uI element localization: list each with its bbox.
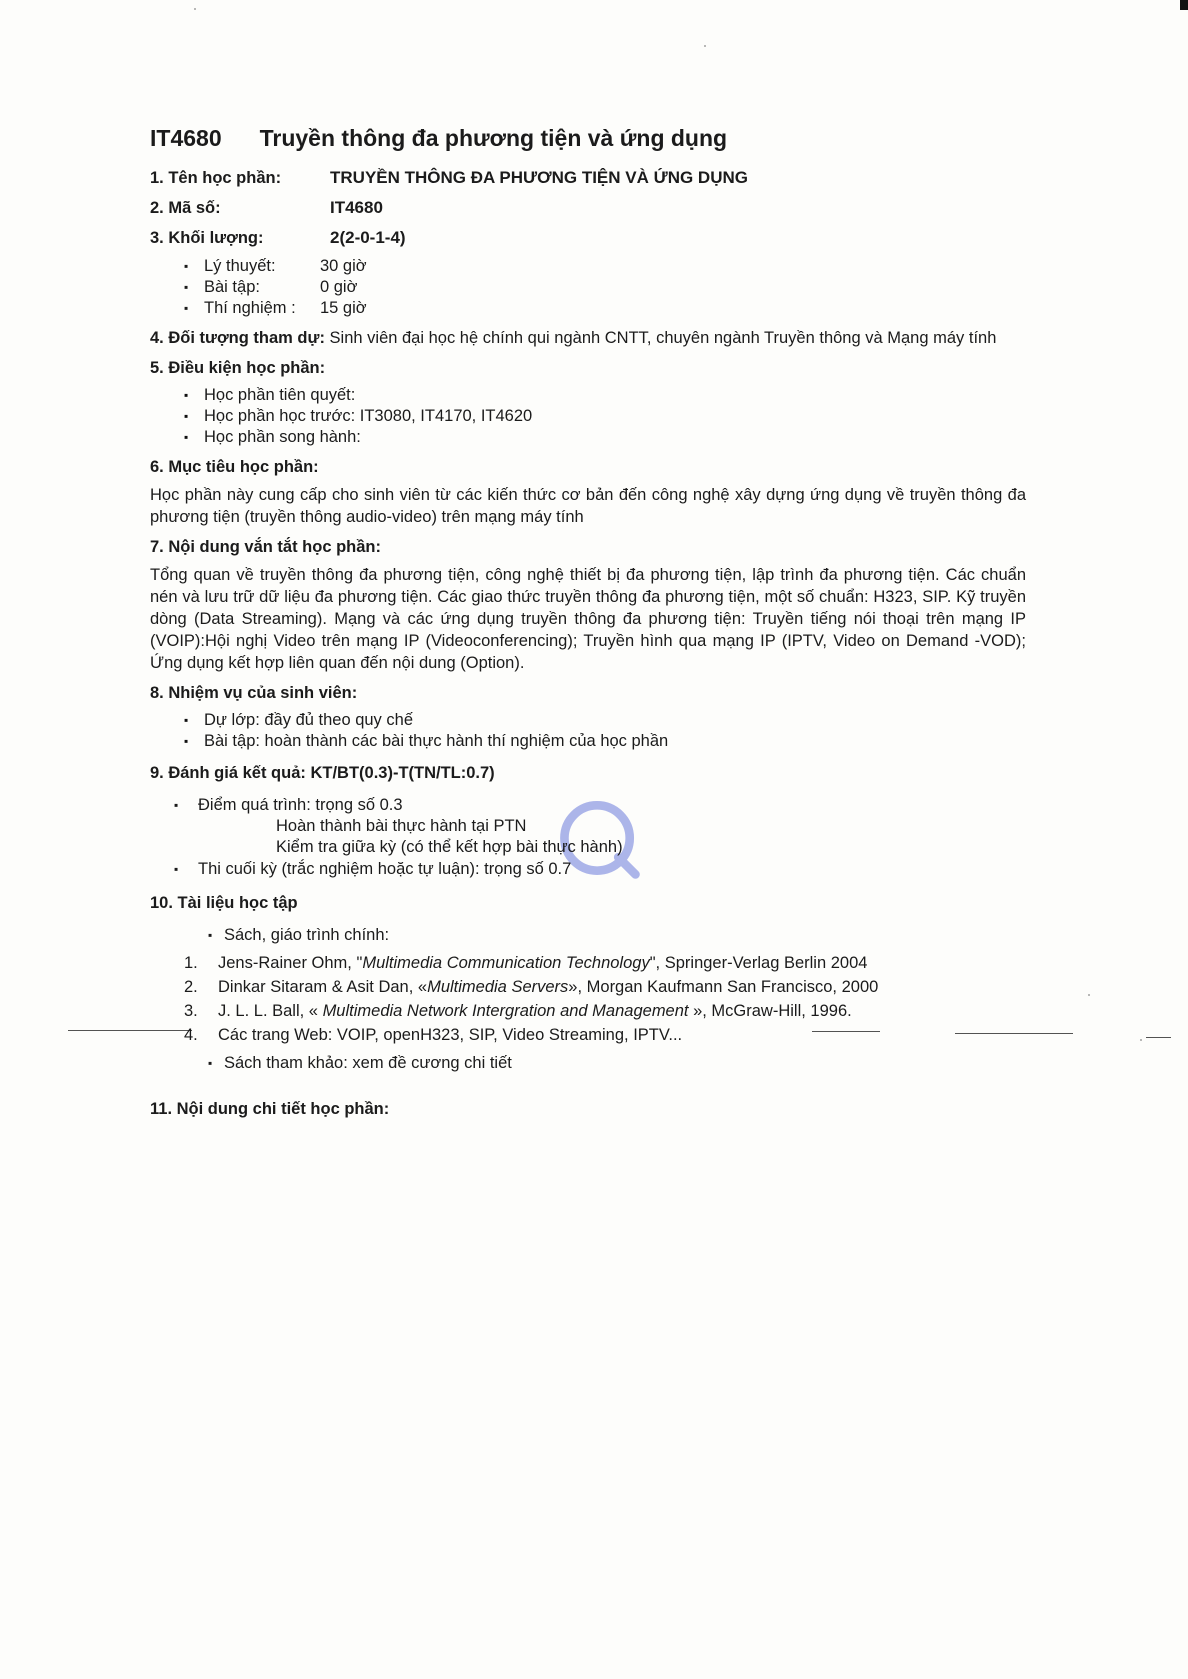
field-course-code: [150, 196, 1026, 220]
assessment-subitem: Hoàn thành bài thực hành tại PTN: [276, 817, 527, 835]
list-item: ▪ Thi cuối kỳ (trắc nghiệm hoặc tự luận): trọng số 0.7: [174, 858, 1026, 880]
hours-item: [184, 298, 1026, 319]
section-assessment: [150, 762, 1026, 880]
hours-value: 15 giờ: [320, 299, 367, 317]
section-text: Sinh viên đại học hệ chính qui ngành CNTT, chuyên ngành Truyền thông và Mạng máy tính: [329, 329, 997, 347]
reference-number: 1.: [184, 954, 198, 972]
scan-line: [1146, 1037, 1171, 1038]
reference-text: [218, 952, 1026, 974]
hours-value: 0 giờ: [320, 278, 358, 296]
summary-text: Tổng quan về truyền thông đa phương tiện, công nghệ thiết bị đa phương tiện, lập trình đa phương tiện. Các chuẩn nén và lưu trữ dữ liệu đa phương tiện. Các giao thức truyền thông đa phương tiện, một số chuẩn: H323, SIP. Kỹ truyền dòng (Data Streaming). Mạng và các ứng dụng truyền thông đa phương tiện: Truyền tiếng nói thoại trên mạng IP (VOIP):Hội nghị Video trên mạng IP (Videoconferencing); Truyền hình qua mạng IP (IPTV, Video on Demand -VOD); Ứng dụng kết hợp liên quan đến nội dung (Option).: [150, 566, 1026, 672]
reference-prefix: Dinkar Sitaram & Asit Dan, «: [218, 978, 428, 996]
field-label: 3. Khối lượng:: [150, 229, 264, 247]
reference-number: 2.: [184, 978, 198, 996]
field-workload: [150, 226, 1026, 250]
reference-item: [184, 1000, 1026, 1022]
hours-label: ▪ Thí nghiệm :: [204, 299, 296, 317]
hours-item: [184, 256, 1026, 277]
scan-speckle: [1088, 994, 1090, 996]
reference-list: [184, 952, 1026, 1046]
scan-speckle: [194, 8, 196, 10]
main-books-label: ▪ Sách, giáo trình chính:: [208, 924, 1026, 946]
section-materials: [150, 892, 1026, 1074]
list-item: [174, 794, 1026, 858]
reference-text: [218, 976, 1026, 998]
reference-prefix: Các trang Web: VOIP, openH323, SIP, Video Streaming, IPTV...: [218, 1026, 683, 1044]
reference-prefix: Jens-Rainer Ohm, ": [218, 954, 363, 972]
field-label: 2. Mã số:: [150, 199, 221, 217]
field-value: IT4680: [330, 198, 383, 217]
hours-label: ▪ Lý thuyết:: [204, 257, 276, 275]
section-title: 6. Mục tiêu học phần:: [150, 458, 319, 476]
list-item: ▪ Bài tập: hoàn thành các bài thực hành thí nghiệm của học phần: [184, 731, 1026, 752]
reference-item: [184, 1024, 1026, 1046]
field-label: 1. Tên học phần:: [150, 169, 282, 187]
section-prerequisites: [150, 357, 1026, 448]
hours-value: 30 giờ: [320, 257, 367, 275]
scan-corner-mark: [1180, 0, 1188, 10]
duties-list: [184, 710, 1026, 752]
reference-title: Multimedia Network Intergration and Management: [322, 1002, 689, 1020]
hours-item: [184, 277, 1026, 298]
reference-suffix: », McGraw-Hill, 1996.: [688, 1002, 852, 1020]
field-value: TRUYỀN THÔNG ĐA PHƯƠNG TIỆN VÀ ỨNG DỤNG: [330, 168, 748, 187]
section-title: 7. Nội dung vắn tắt học phần:: [150, 538, 381, 556]
section-summary: [150, 536, 1026, 674]
reference-number: 3.: [184, 1002, 198, 1020]
prerequisites-list: [184, 385, 1026, 448]
reference-item: [184, 976, 1026, 998]
hours-label: ▪ Bài tập:: [204, 278, 260, 296]
assessment-subitem: Kiểm tra giữa kỳ (có thể kết hợp bài thực hành): [276, 838, 623, 856]
reference-prefix: J. L. L. Ball, «: [218, 1002, 323, 1020]
scan-speckle: [704, 45, 706, 47]
list-item: ▪ Học phần học trước: IT3080, IT4170, IT4620: [184, 406, 1026, 427]
list-item: ▪ Học phần tiên quyết:: [184, 385, 1026, 406]
assessment-item: Điểm quá trình: trọng số 0.3: [198, 796, 403, 814]
section-detailed-content: 11. Nội dung chi tiết học phần:: [150, 1100, 390, 1118]
reference-title: Multimedia Communication Technology: [362, 954, 650, 972]
objectives-text: Học phần này cung cấp cho sinh viên từ các kiến thức cơ bản đến công nghệ xây dựng ứng dụng về truyền thông đa phương tiện (truyền thông audio-video) trên mạng máy tính: [150, 486, 1026, 526]
section-student-duties: [150, 682, 1026, 752]
section-title: 10. Tài liệu học tập: [150, 894, 298, 912]
section-label: 4. Đối tượng tham dự:: [150, 329, 325, 347]
reference-suffix: ", Springer-Verlag Berlin 2004: [649, 954, 868, 972]
section-title: 5. Điều kiện học phần:: [150, 359, 326, 377]
section-title: 9. Đánh giá kết quả: KT/BT(0.3)-T(TN/TL:0.7): [150, 764, 495, 782]
workload-hours-list: [184, 256, 1026, 319]
section-target-audience: [150, 327, 1026, 349]
course-syllabus: [150, 122, 1026, 1120]
course-heading: [150, 122, 1026, 154]
reference-number: 4.: [184, 1026, 198, 1044]
assessment-list: [174, 794, 1026, 880]
scan-speckle: [1140, 1039, 1142, 1041]
reference-title: Multimedia Servers: [427, 978, 569, 996]
list-item: ▪ Dự lớp: đầy đủ theo quy chế: [184, 710, 1026, 731]
list-item: ▪ Học phần song hành:: [184, 427, 1026, 448]
field-course-name: [150, 166, 1026, 190]
field-value: 2(2-0-1-4): [330, 228, 406, 247]
section-objectives: [150, 456, 1026, 528]
reference-suffix: », Morgan Kaufmann San Francisco, 2000: [568, 978, 879, 996]
course-code: IT4680: [150, 125, 222, 151]
reference-text: [218, 1000, 1026, 1022]
reference-text: [218, 1024, 1026, 1046]
course-title: Truyền thông đa phương tiện và ứng dụng: [259, 125, 728, 151]
reference-item: [184, 952, 1026, 974]
section-title: 8. Nhiệm vụ của sinh viên:: [150, 684, 358, 702]
reference-books-label: ▪ Sách tham khảo: xem đề cương chi tiết: [208, 1052, 1026, 1074]
